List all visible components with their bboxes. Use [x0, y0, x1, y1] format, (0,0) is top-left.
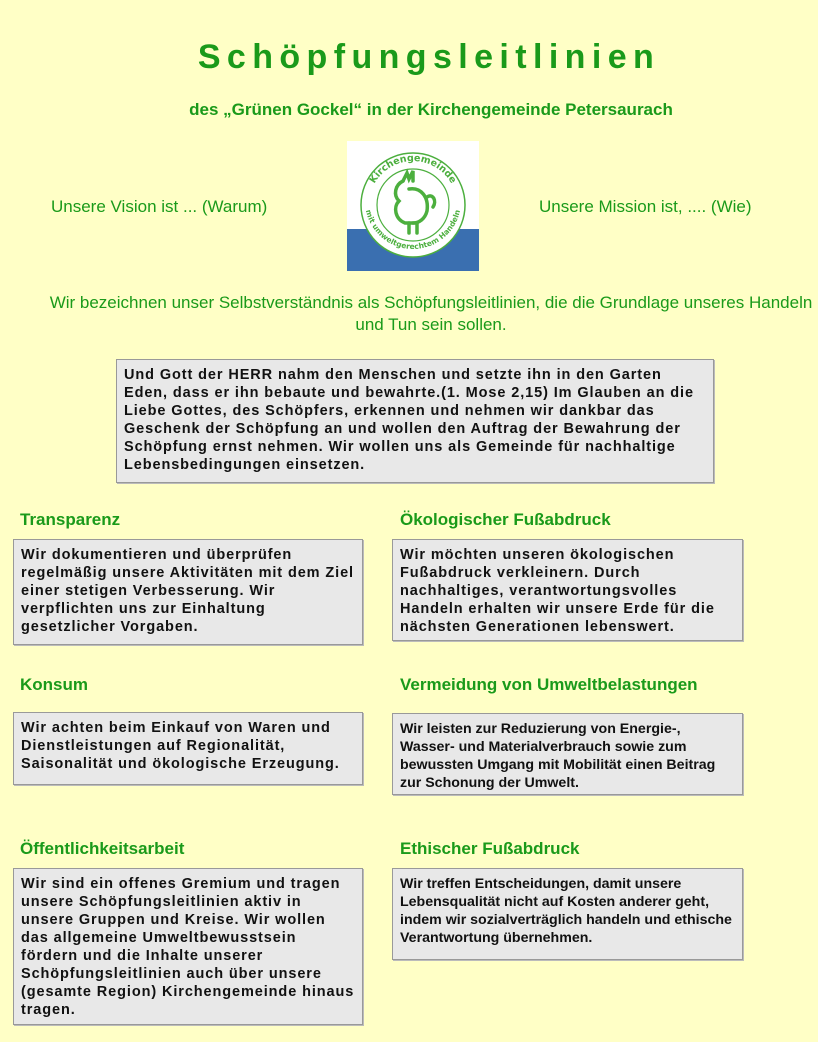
box-oekologischer-fussabdruck: Wir möchten unseren ökologischen Fußabdruck verkleinern. Durch nachhaltiges, verantwortungsvolles Handeln erhalten wir unsere Erde für die nächsten Generationen lebenswert.: [392, 539, 743, 641]
vision-label: Unsere Vision ist ... (Warum): [51, 197, 268, 216]
intro-text: Wir bezeichnen unser Selbstverständnis als Schöpfungsleitlinien, die die Grundlage unseres Handeln und Tun sein sollen.: [49, 293, 813, 334]
heading-vermeidung-umweltbelastungen: Vermeidung von Umweltbelastungen: [400, 675, 698, 694]
page-subtitle: des „Grünen Gockel“ in der Kirchengemeinde Petersaurach: [189, 100, 673, 119]
box-transparenz: Wir dokumentieren und überprüfen regelmäßig unsere Aktivitäten mit dem Ziel einer stetigen Verbesserung. Wir verpflichten uns zur Einhaltung gesetzlicher Vorgaben.: [13, 539, 363, 645]
logo-text-bottom: mit umweltgerechtem Handeln: [363, 208, 463, 252]
heading-oeffentlichkeitsarbeit: Öffentlichkeitsarbeit: [20, 839, 185, 858]
logo-text-top: Kirchengemeinde: [367, 152, 459, 186]
box-ethischer-fussabdruck: Wir treffen Entscheidungen, damit unsere Lebensqualität nicht auf Kosten anderer geht, indem wir sozialverträglich handeln und ethische Verantwortung übernehmen.: [392, 868, 743, 960]
heading-transparenz: Transparenz: [20, 510, 121, 529]
logo-graphic: [347, 141, 479, 271]
page-title: Schöpfungsleitlinien: [197, 38, 661, 76]
box-konsum: Wir achten beim Einkauf von Waren und Dienstleistungen auf Regionalität, Saisonalität und ökologische Erzeugung.: [13, 712, 363, 785]
mission-label: Unsere Mission ist, .... (Wie): [539, 197, 752, 216]
heading-konsum: Konsum: [20, 675, 88, 694]
heading-ethischer-fussabdruck: Ethischer Fußabdruck: [400, 839, 580, 858]
quote-box: Und Gott der HERR nahm den Menschen und setzte ihn in den Garten Eden, dass er ihn bebaute und bewahrte.(1. Mose 2,15) Im Glauben an die Liebe Gottes, des Schöpfers, erkennen und nehmen wir dankbar das Geschenk der Schöpfung an und wollen den Auftrag der Bewahrung der Schöpfung ernst nehmen. Wir wollen uns als Gemeinde für nachhaltige Lebensbedingungen einsetzen.: [116, 359, 714, 483]
box-oeffentlichkeitsarbeit: Wir sind ein offenes Gremium und tragen unsere Schöpfungsleitlinien aktiv in unsere Gruppen und Kreise. Wir wollen das allgemeine Umweltbewusstsein fördern und die Inhalte unserer Schöpfungsleitlinien auch über unsere (gesamte Region) Kirchengemeinde hinaus tragen.: [13, 868, 363, 1025]
box-vermeidung-umweltbelastungen: Wir leisten zur Reduzierung von Energie-, Wasser- und Materialverbrauch sowie zum bewussten Umgang mit Mobilität einen Beitrag zur Schonung der Umwelt.: [392, 713, 743, 795]
heading-oekologischer-fussabdruck: Ökologischer Fußabdruck: [400, 510, 611, 529]
gruener-gockel-logo: [347, 141, 479, 271]
